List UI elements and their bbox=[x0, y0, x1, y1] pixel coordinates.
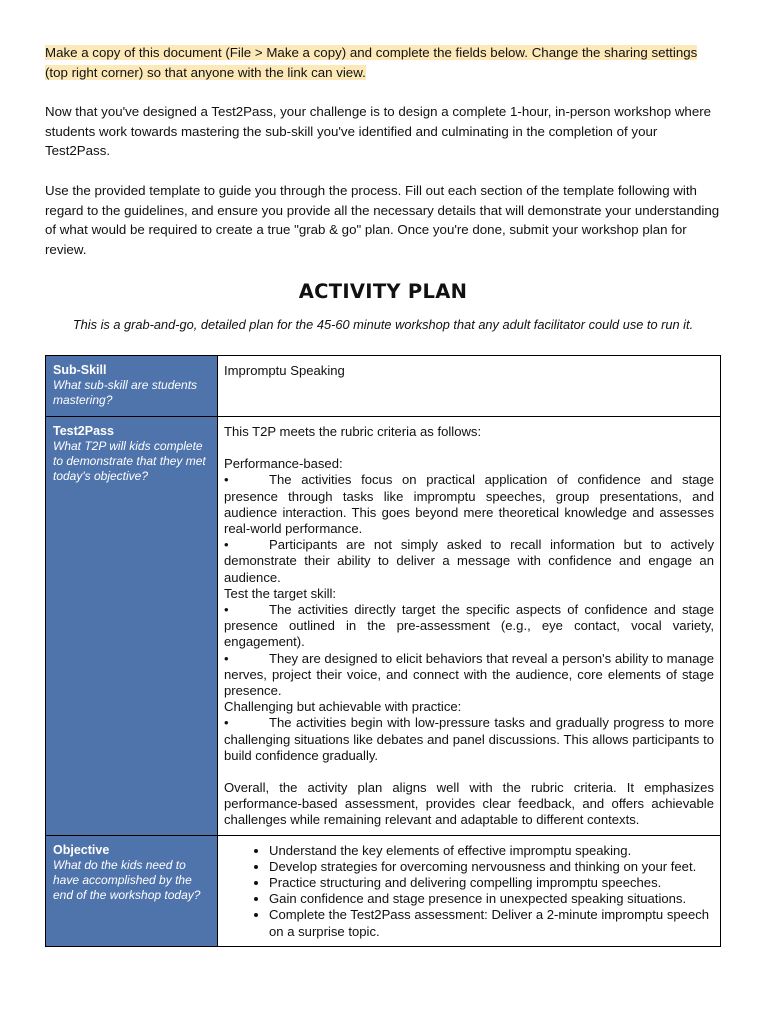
bullet-icon: • bbox=[224, 537, 229, 553]
bullet-icon: • bbox=[224, 472, 229, 488]
section-title-challenging: Challenging but achievable with practice: bbox=[224, 699, 462, 715]
table-row-subskill bbox=[46, 356, 721, 417]
bullet-paragraph: • Participants are not simply asked to recall information but to actively demonstrate their ability to deliver a message with confidence and engage an audience. bbox=[224, 537, 714, 585]
page-subtitle: This is a grab-and-go, detailed plan for the 45-60 minute workshop that any adult facilitator could use to run it. bbox=[72, 317, 694, 332]
list-item: • Gain confidence and stage presence in unexpected speaking situations. bbox=[269, 891, 714, 907]
instruction-notice bbox=[45, 43, 721, 82]
test2pass-question: What T2P will kids complete to demonstrate that they met today's objective? bbox=[53, 439, 206, 483]
subskill-value-cell[interactable] bbox=[218, 356, 721, 417]
intro-paragraph-2: Use the provided template to guide you through the process. Fill out each section of the template following with regard to the guidelines, and ensure you provide all the necessary details that will demonstrate your understanding of what would be required to create a true "grab & go" plan. Once you're done, submit your workshop plan for review. bbox=[45, 183, 720, 257]
table-row-objective bbox=[46, 835, 721, 946]
bullet-icon: • bbox=[224, 650, 229, 666]
activity-plan-table bbox=[45, 355, 721, 947]
bullet-paragraph: • They are designed to elicit behaviors that reveal a person's ability to manage nerves, project their voice, and connect with the audience, core elements of stage presence. bbox=[224, 650, 714, 699]
bullet-paragraph: • The activities directly target the specific aspects of confidence and stage presence outlined in the pre-assessment (e.g., eye contact, vocal variety, engagement). bbox=[224, 602, 714, 650]
section-title-target-skill: Test the target skill: bbox=[224, 585, 337, 601]
bullet-paragraph: • The activities begin with low-pressure tasks and gradually progress to more challenging situations like debates and panel discussions. This allows participants to build confidence gradually. bbox=[224, 715, 714, 763]
subskill-label-cell bbox=[46, 356, 218, 417]
subskill-value: Impromptu Speaking bbox=[224, 363, 345, 378]
test2pass-intro: This T2P meets the rubric criteria as follows: bbox=[224, 424, 482, 439]
list-item: • Understand the key elements of effective impromptu speaking. bbox=[269, 843, 714, 859]
list-item: • Practice structuring and delivering compelling impromptu speeches. bbox=[269, 875, 714, 891]
test2pass-conclusion: Overall, the activity plan aligns well with the rubric criteria. It emphasizes performance-based assessment, provides clear feedback, and offers achievable challenges while remaining relevant and adaptable to different contexts. bbox=[224, 780, 714, 828]
highlighted-notice-text: Make a copy of this document (File > Make a copy) and complete the fields below. Change the sharing settings (top right corner) so that anyone with the link can view. bbox=[45, 45, 698, 80]
test2pass-heading: Test2Pass bbox=[53, 424, 114, 438]
bullet-icon: • bbox=[224, 602, 229, 618]
list-item: • Complete the Test2Pass assessment: Deliver a 2-minute impromptu speech on a surprise topic. bbox=[269, 907, 714, 939]
page-title: ACTIVITY PLAN bbox=[298, 280, 468, 303]
objective-list bbox=[224, 843, 714, 940]
list-item: • Develop strategies for overcoming nervousness and thinking on your feet. bbox=[269, 859, 714, 875]
test2pass-label-cell bbox=[46, 417, 218, 836]
test2pass-value-cell[interactable] bbox=[218, 417, 721, 836]
section-title-performance: Performance-based: bbox=[224, 456, 343, 472]
table-row-test2pass bbox=[46, 417, 721, 836]
objective-label-cell bbox=[46, 835, 218, 946]
subskill-heading: Sub-Skill bbox=[53, 363, 107, 377]
bullet-paragraph: • The activities focus on practical application of confidence and stage presence through tasks like impromptu speeches, group presentations, and audience interaction. This goes beyond mere theoretical knowledge and assesses real-world performance. bbox=[224, 472, 714, 537]
objective-question: What do the kids need to have accomplished by the end of the workshop today? bbox=[53, 857, 201, 902]
bullet-icon: • bbox=[224, 715, 229, 731]
intro-paragraph-1: Now that you've designed a Test2Pass, your challenge is to design a complete 1-hour, in-person workshop where students work towards mastering the sub-skill you've identified and culminating in the completion of your Test2Pass. bbox=[45, 104, 712, 158]
subskill-question: What sub-skill are students mastering? bbox=[53, 378, 198, 407]
objective-heading: Objective bbox=[53, 842, 110, 857]
objective-value-cell[interactable] bbox=[218, 835, 721, 946]
